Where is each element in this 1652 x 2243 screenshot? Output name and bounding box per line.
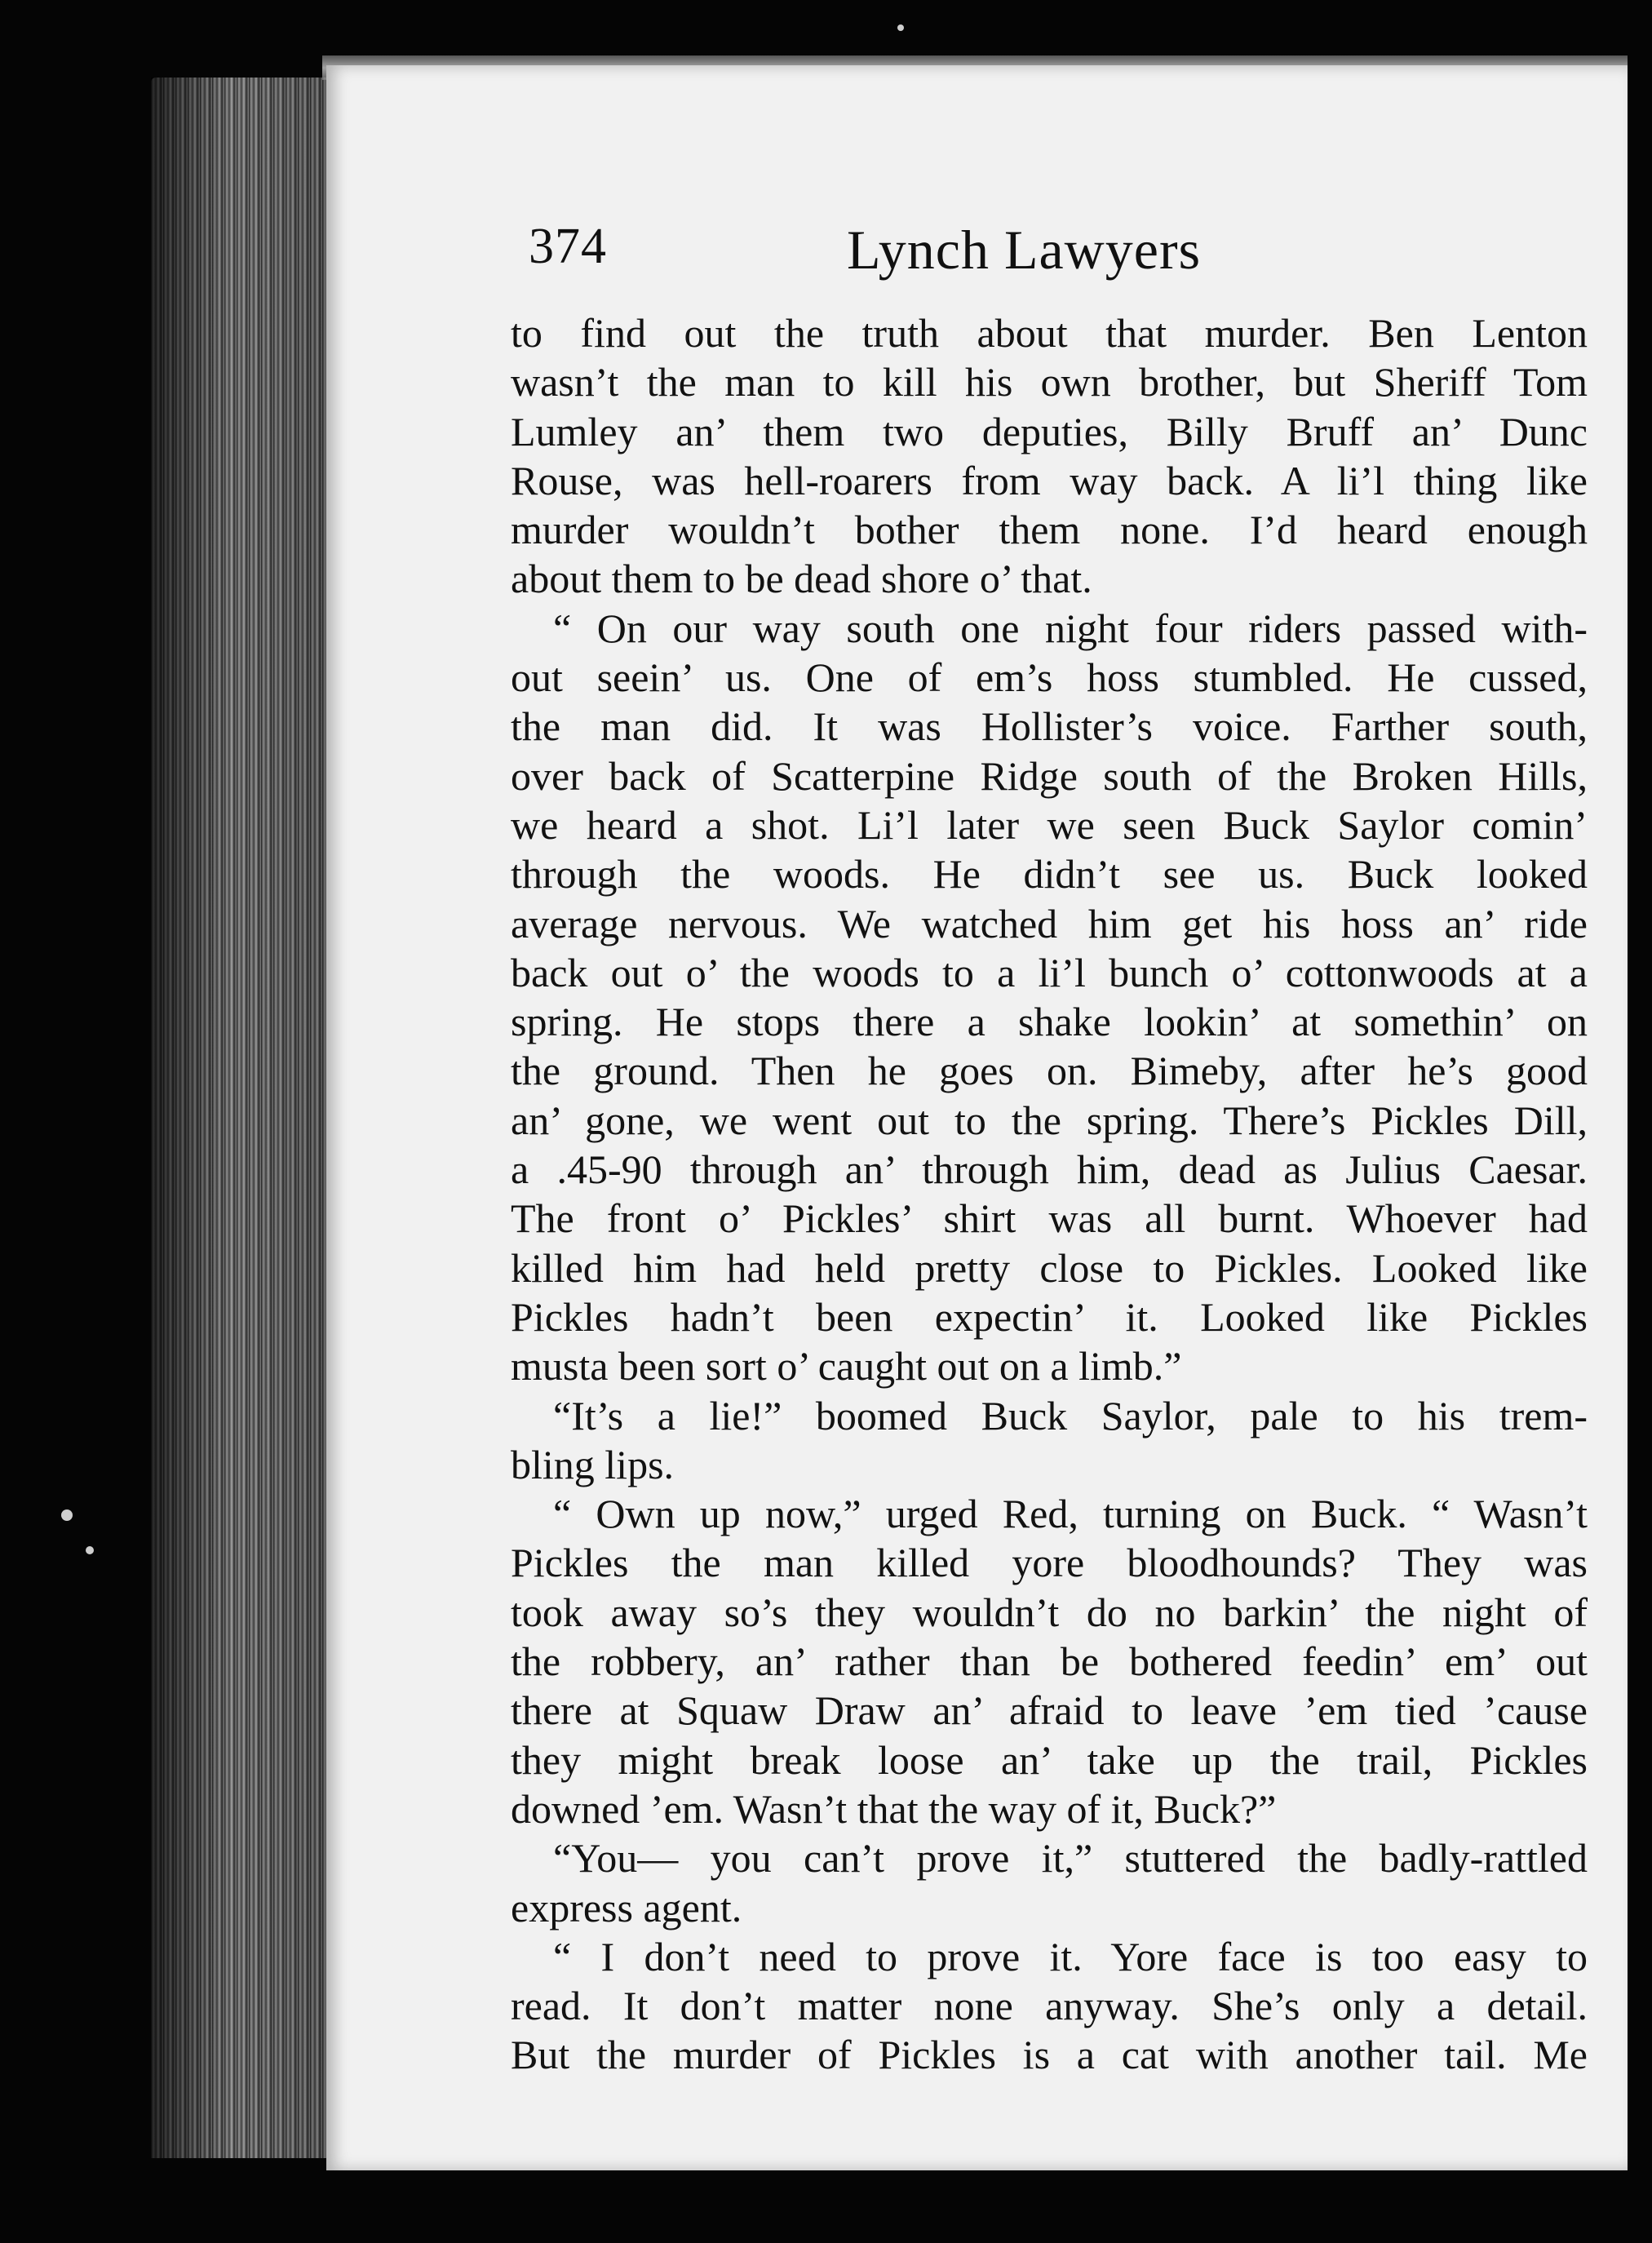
text-line: The front o’ Pickles’ shirt was all burnt. Whoever had <box>511 1195 1588 1242</box>
text-line: they might break loose an’ take up the trail, Pickles <box>511 1736 1588 1783</box>
book-edge-shadow <box>151 78 330 2158</box>
text-line: express agent. <box>511 1884 742 1930</box>
text-line: we heard a shot. Li’l later we seen Buck Saylor comin’ <box>511 801 1588 848</box>
page-number: 374 <box>529 219 607 274</box>
text-line: But the murder of Pickles is a cat with another tail. Me <box>511 2032 1588 2078</box>
text-line: through the woods. He didn’t see us. Buck looked <box>511 851 1588 898</box>
text-line: Pickles hadn’t been expectin’ it. Looked like Pickles <box>511 1293 1588 1340</box>
text-line: wasn’t the man to kill his own brother, but Sheriff Tom <box>511 359 1588 406</box>
text-line: back out o’ the woods to a li’l bunch o’ cottonwoods at a <box>511 949 1588 995</box>
text-line: Rouse, was hell-roarers from way back. A li’l thing like <box>511 457 1588 503</box>
text-line: “ On our way south one night four riders passed with- <box>553 605 1588 651</box>
text-line: the robbery, an’ rather than be bothered feedin’ em’ out <box>511 1638 1588 1685</box>
text-line: over back of Scatterpine Ridge south of the Broken Hills, <box>511 752 1588 799</box>
body-text <box>511 308 1588 2080</box>
scan-speck <box>897 24 904 31</box>
text-line: out seein’ us. One of em’s hoss stumbled. He cussed, <box>511 654 1588 701</box>
text-line: “It’s a lie!” boomed Buck Saylor, pale to his trem- <box>553 1392 1588 1438</box>
text-line: read. It don’t matter none anyway. She’s only a detail. <box>511 1983 1588 2029</box>
text-line: killed him had held pretty close to Pickles. Looked like <box>511 1244 1588 1291</box>
text-line: to find out the truth about that murder. Ben Lenton <box>511 310 1588 356</box>
text-line: downed ’em. Wasn’t that the way of it, Buck?” <box>511 1785 1277 1832</box>
scan-speck <box>61 1509 73 1521</box>
text-line: an’ gone, we went out to the spring. There’s Pickles Dill, <box>511 1097 1588 1143</box>
text-line: “ Own up now,” urged Red, turning on Buck. “ Wasn’t <box>553 1491 1588 1537</box>
text-line: the ground. Then he goes on. Bimeby, after he’s good <box>511 1048 1588 1094</box>
text-line: spring. He stops there a shake lookin’ at somethin’ on <box>511 999 1588 1045</box>
text-line: bling lips. <box>511 1441 675 1487</box>
text-line: a .45-90 through an’ through him, dead as Julius Caesar. <box>511 1146 1588 1193</box>
running-title: Lynch Lawyers <box>847 219 1202 281</box>
text-line: musta been sort o’ caught out on a limb.” <box>511 1343 1182 1390</box>
text-line: “ I don’t need to prove it. Yore face is too easy to <box>553 1933 1588 1979</box>
text-line: the man did. It was Hollister’s voice. Farther south, <box>511 703 1588 750</box>
text-line: Lumley an’ them two deputies, Billy Bruff an’ Dunc <box>511 408 1588 454</box>
book-page <box>326 65 1628 2170</box>
text-line: “You— you can’t prove it,” stuttered the badly-rattled <box>553 1835 1588 1882</box>
text-line: Pickles the man killed yore bloodhounds? They was <box>511 1540 1588 1586</box>
text-line: average nervous. We watched him get his hoss an’ ride <box>511 900 1588 946</box>
text-line: took away so’s they wouldn’t do no barkin’ the night of <box>511 1589 1588 1635</box>
text-line: there at Squaw Draw an’ afraid to leave ’em tied ’cause <box>511 1687 1588 1734</box>
text-line: murder wouldn’t bother them none. I’d heard enough <box>511 507 1588 553</box>
scan-speck <box>86 1546 94 1554</box>
text-line: about them to be dead shore o’ that. <box>511 556 1092 602</box>
page-header <box>529 218 1589 299</box>
